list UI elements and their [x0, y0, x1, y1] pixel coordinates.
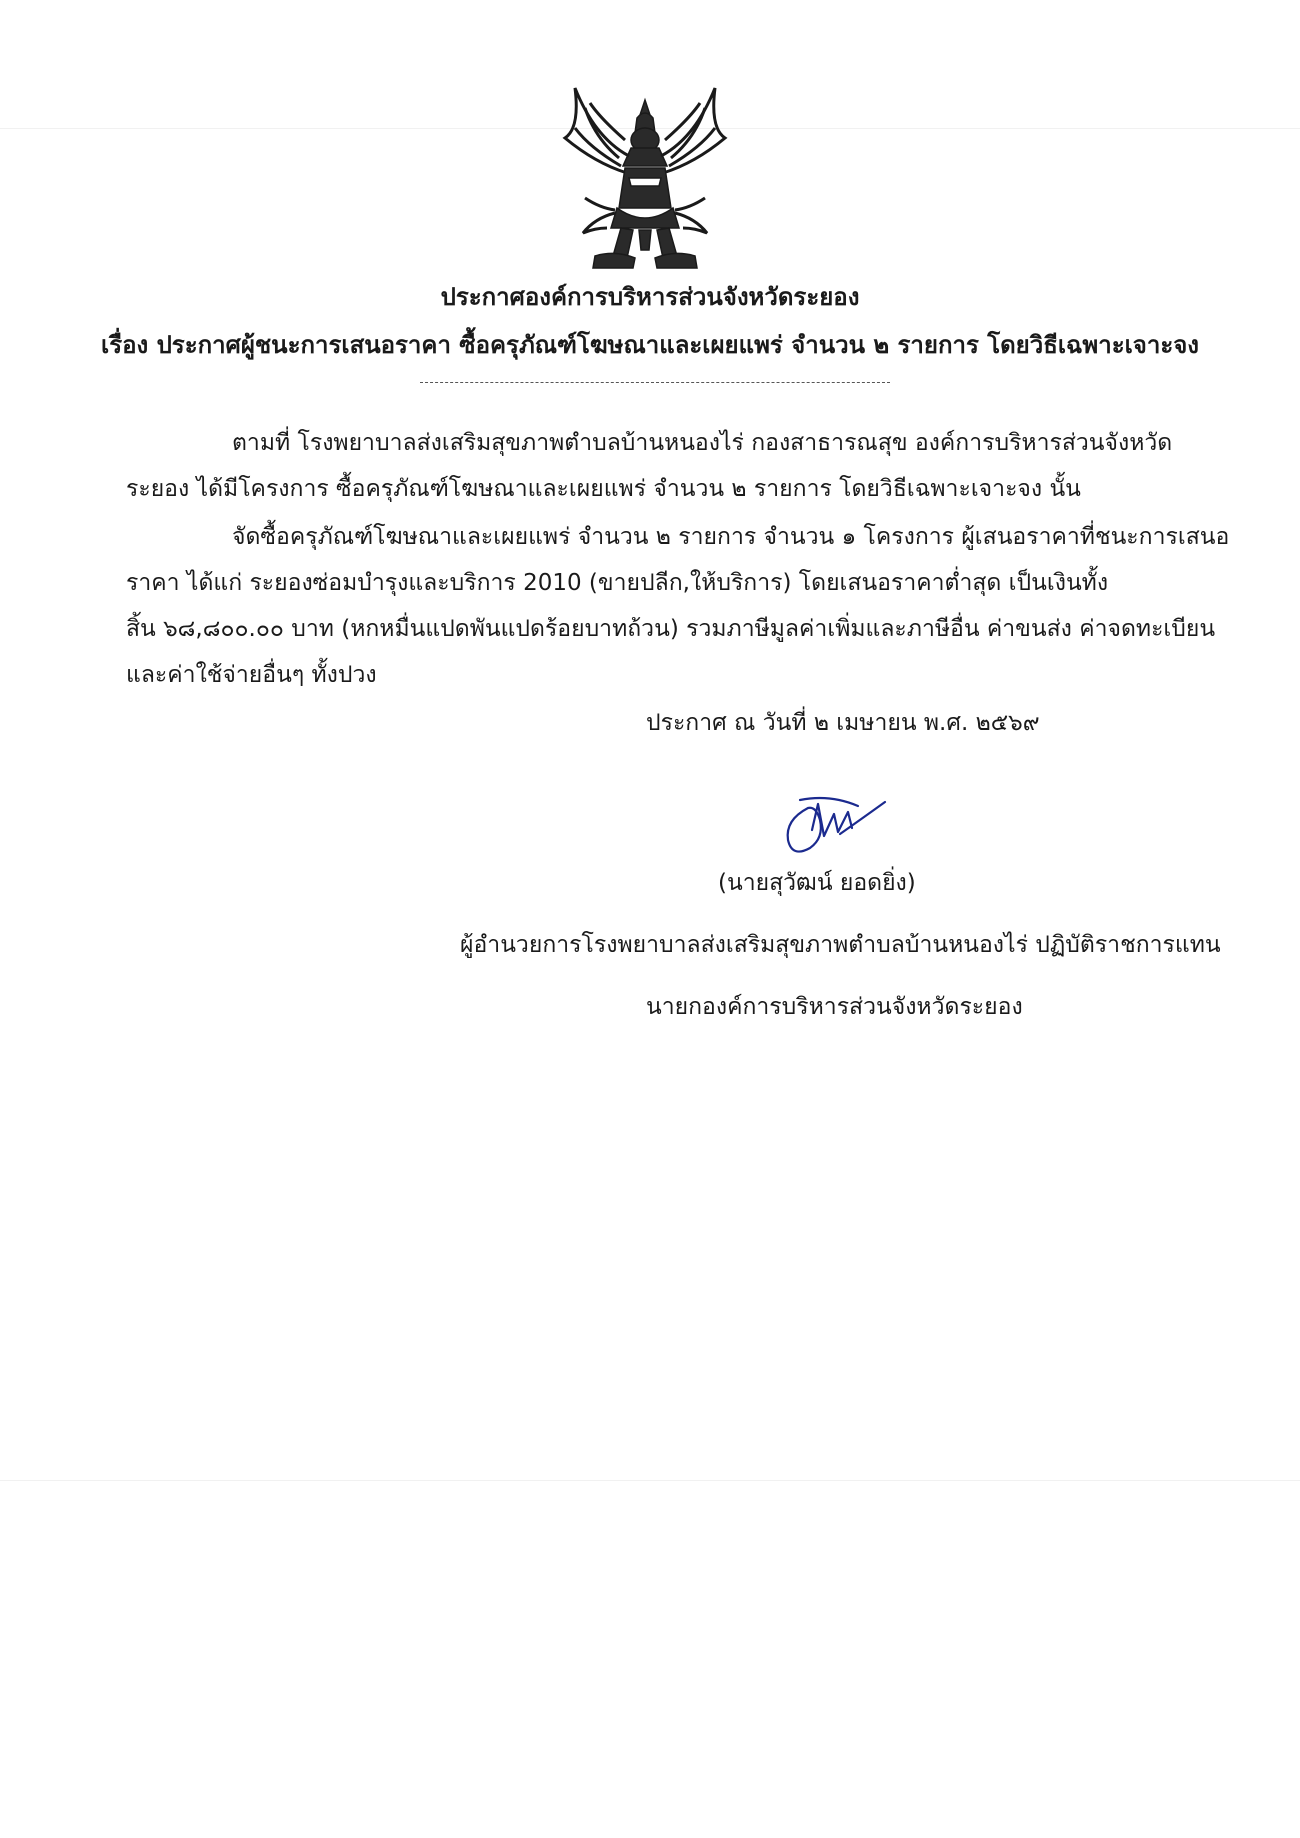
signatory-position-line-1: ผู้อำนวยการโรงพยาบาลส่งเสริมสุขภาพตำบลบ้านหนองไร่ ปฏิบัติราชการแทน	[460, 932, 1221, 958]
announcement-date: ประกาศ ณ วันที่ ๒ เมษายน พ.ศ. ๒๕๖๙	[646, 710, 1040, 736]
paragraph-2-line-3: สิ้น ๖๘,๘๐๐.๐๐ บาท (หกหมื่นแปดพันแปดร้อยบาทถ้วน) รวมภาษีมูลค่าเพิ่มและภาษีอื่น ค่าขนส่ง ค่าจดทะเบียน	[126, 616, 1216, 642]
signatory-position-line-2: นายกองค์การบริหารส่วนจังหวัดระยอง	[646, 994, 1023, 1020]
organization-title: ประกาศองค์การบริหารส่วนจังหวัดระยอง	[440, 283, 860, 311]
scan-artifact-line	[0, 1480, 1300, 1481]
paragraph-2-line-1: จัดซื้อครุภัณฑ์โฆษณาและเผยแพร่ จำนวน ๒ รายการ จำนวน ๑ โครงการ ผู้เสนอราคาที่ชนะการเสนอ	[232, 524, 1230, 550]
paragraph-2-line-4: และค่าใช้จ่ายอื่นๆ ทั้งปวง	[126, 662, 377, 688]
title-divider	[420, 382, 890, 383]
signatory-name: (นายสุวัฒน์ ยอดยิ่ง)	[718, 870, 916, 896]
handwritten-signature	[780, 790, 900, 870]
paragraph-1-line-2: ระยอง ได้มีโครงการ ซื้อครุภัณฑ์โฆษณาและเผยแพร่ จำนวน ๒ รายการ โดยวิธีเฉพาะเจาะจง นั้น	[126, 476, 1081, 502]
paragraph-1-line-1: ตามที่ โรงพยาบาลส่งเสริมสุขภาพตำบลบ้านหนองไร่ กองสาธารณสุข องค์การบริหารส่วนจังหวัด	[232, 430, 1173, 456]
subject-title: เรื่อง ประกาศผู้ชนะการเสนอราคา ซื้อครุภัณฑ์โฆษณาและเผยแพร่ จำนวน ๒ รายการ โดยวิธีเฉพาะเจาะจง	[100, 331, 1200, 359]
garuda-emblem-icon	[555, 78, 735, 278]
paragraph-2-line-2: ราคา ได้แก่ ระยองซ่อมบำรุงและบริการ 2010 (ขายปลีก,ให้บริการ) โดยเสนอราคาต่ำสุด เป็นเงินทั้ง	[126, 570, 1109, 596]
